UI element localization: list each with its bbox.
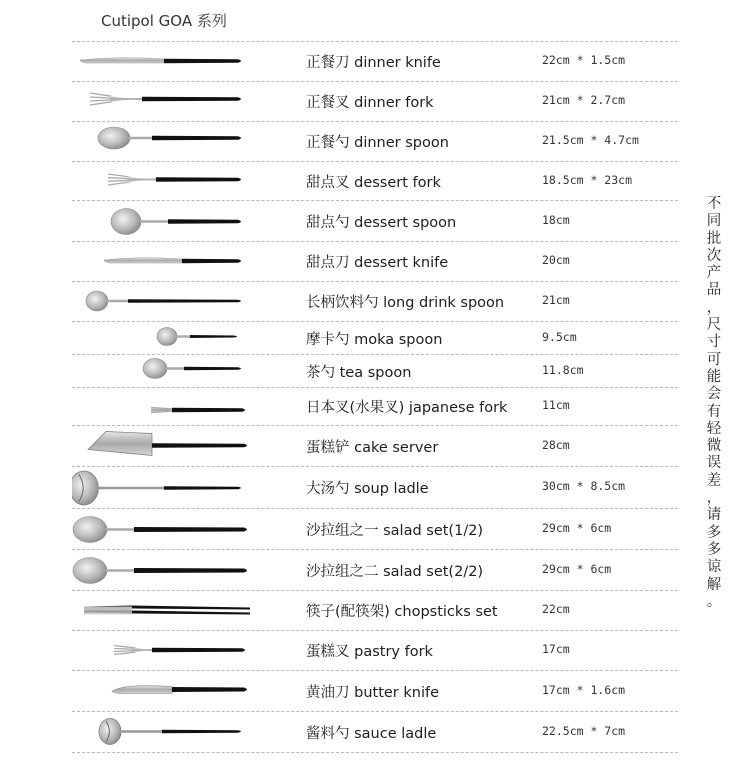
row-divider <box>72 281 678 282</box>
product-size: 11cm <box>542 398 570 412</box>
row-divider <box>72 161 678 162</box>
row-divider <box>72 466 678 467</box>
product-row <box>72 321 678 354</box>
product-name: 摩卡勺 moka spoon <box>306 331 443 348</box>
product-row <box>72 200 678 241</box>
product-size: 21.5cm * 4.7cm <box>542 133 639 147</box>
page-title: Cutipol GOA 系列 <box>101 12 227 30</box>
product-size: 22cm <box>542 602 570 616</box>
product-name: 沙拉组之一 salad set(1/2) <box>306 522 484 539</box>
product-row <box>72 81 678 121</box>
row-divider <box>72 590 678 591</box>
product-size: 11.8cm <box>542 362 584 377</box>
product-name: 日本叉(水果叉) japanese fork <box>306 400 508 416</box>
dinner-fork-icon <box>72 81 262 121</box>
product-size: 17cm * 1.6cm <box>542 682 626 697</box>
product-name: 长柄饮料勺 long drink spoon <box>306 295 505 311</box>
product-row <box>72 41 678 81</box>
product-row <box>72 670 678 711</box>
row-divider <box>72 670 678 671</box>
product-row <box>72 466 678 508</box>
side-note: 不 同 批 次 产 品 ， 尺 寸 可 能 会 有 轻 微 误 差 ， 请 多 多 谅 解 。 <box>706 196 722 610</box>
product-row <box>72 281 678 321</box>
product-size: 21cm <box>542 293 570 307</box>
product-size: 21cm * 2.7cm <box>542 93 626 107</box>
product-row <box>72 590 678 630</box>
product-row <box>72 241 678 281</box>
product-size: 18cm <box>542 212 570 227</box>
product-size: 29cm * 6cm <box>542 520 612 535</box>
row-divider <box>72 425 678 426</box>
japanese-fork-icon <box>72 387 262 425</box>
product-row <box>72 425 678 466</box>
row-divider <box>72 630 678 631</box>
product-row <box>72 549 678 590</box>
row-divider <box>72 121 678 122</box>
product-size: 29cm * 6cm <box>542 561 612 576</box>
product-name: 沙拉组之二 salad set(2/2) <box>306 563 484 580</box>
row-divider <box>72 81 678 82</box>
product-name: 甜点刀 dessert knife <box>306 255 449 271</box>
dinner-knife-icon <box>72 41 262 81</box>
product-name: 黄油刀 butter knife <box>306 684 440 701</box>
cake-server-icon <box>72 425 262 466</box>
product-row <box>72 508 678 549</box>
row-divider <box>72 200 678 201</box>
product-name: 茶勺 tea spoon <box>306 364 412 381</box>
product-size: 22.5cm * 7cm <box>542 723 626 738</box>
product-name: 蛋糕叉 pastry fork <box>306 644 433 660</box>
soup-ladle-icon <box>72 466 262 508</box>
row-divider <box>72 508 678 509</box>
sauce-ladle-icon <box>72 711 262 752</box>
product-row <box>72 354 678 387</box>
product-name: 筷子(配筷架) chopsticks set <box>306 604 498 620</box>
butter-knife-icon <box>72 670 262 711</box>
dessert-knife-icon <box>72 241 262 281</box>
product-size: 20cm <box>542 253 570 267</box>
long-drink-spoon-icon <box>72 281 262 321</box>
tea-spoon-icon <box>72 354 262 387</box>
product-row <box>72 121 678 161</box>
product-name: 甜点勺 dessert spoon <box>306 214 457 231</box>
product-size: 22cm * 1.5cm <box>542 53 626 67</box>
product-name: 甜点叉 dessert fork <box>306 174 441 191</box>
product-size: 30cm * 8.5cm <box>542 479 626 493</box>
salad-spoon-icon <box>72 549 262 590</box>
product-name: 正餐刀 dinner knife <box>306 55 441 71</box>
product-size: 18.5cm * 23cm <box>542 172 633 187</box>
row-divider <box>72 387 678 388</box>
row-divider <box>72 752 678 753</box>
salad-spoon-icon <box>72 508 262 549</box>
row-divider <box>72 549 678 550</box>
row-divider <box>72 241 678 242</box>
dinner-spoon-icon <box>72 121 262 161</box>
row-divider <box>72 354 678 355</box>
row-divider <box>72 711 678 712</box>
product-size: 17cm <box>542 642 570 656</box>
product-name: 正餐叉 dinner fork <box>306 95 434 111</box>
moka-spoon-icon <box>72 321 262 354</box>
dessert-spoon-icon <box>72 200 262 241</box>
product-row <box>72 387 678 425</box>
product-row <box>72 711 678 752</box>
product-name: 蛋糕铲 cake server <box>306 439 439 456</box>
product-name: 酱料勺 sauce ladle <box>306 725 437 742</box>
product-name: 正餐勺 dinner spoon <box>306 135 449 151</box>
dessert-fork-icon <box>72 161 262 200</box>
product-name: 大汤勺 soup ladle <box>306 481 429 497</box>
product-size: 28cm <box>542 437 570 452</box>
chopsticks-icon <box>72 590 262 630</box>
row-divider <box>72 41 678 42</box>
product-row <box>72 630 678 670</box>
product-row <box>72 161 678 200</box>
product-size: 9.5cm <box>542 329 577 344</box>
pastry-fork-icon <box>72 630 262 670</box>
row-divider <box>72 321 678 322</box>
